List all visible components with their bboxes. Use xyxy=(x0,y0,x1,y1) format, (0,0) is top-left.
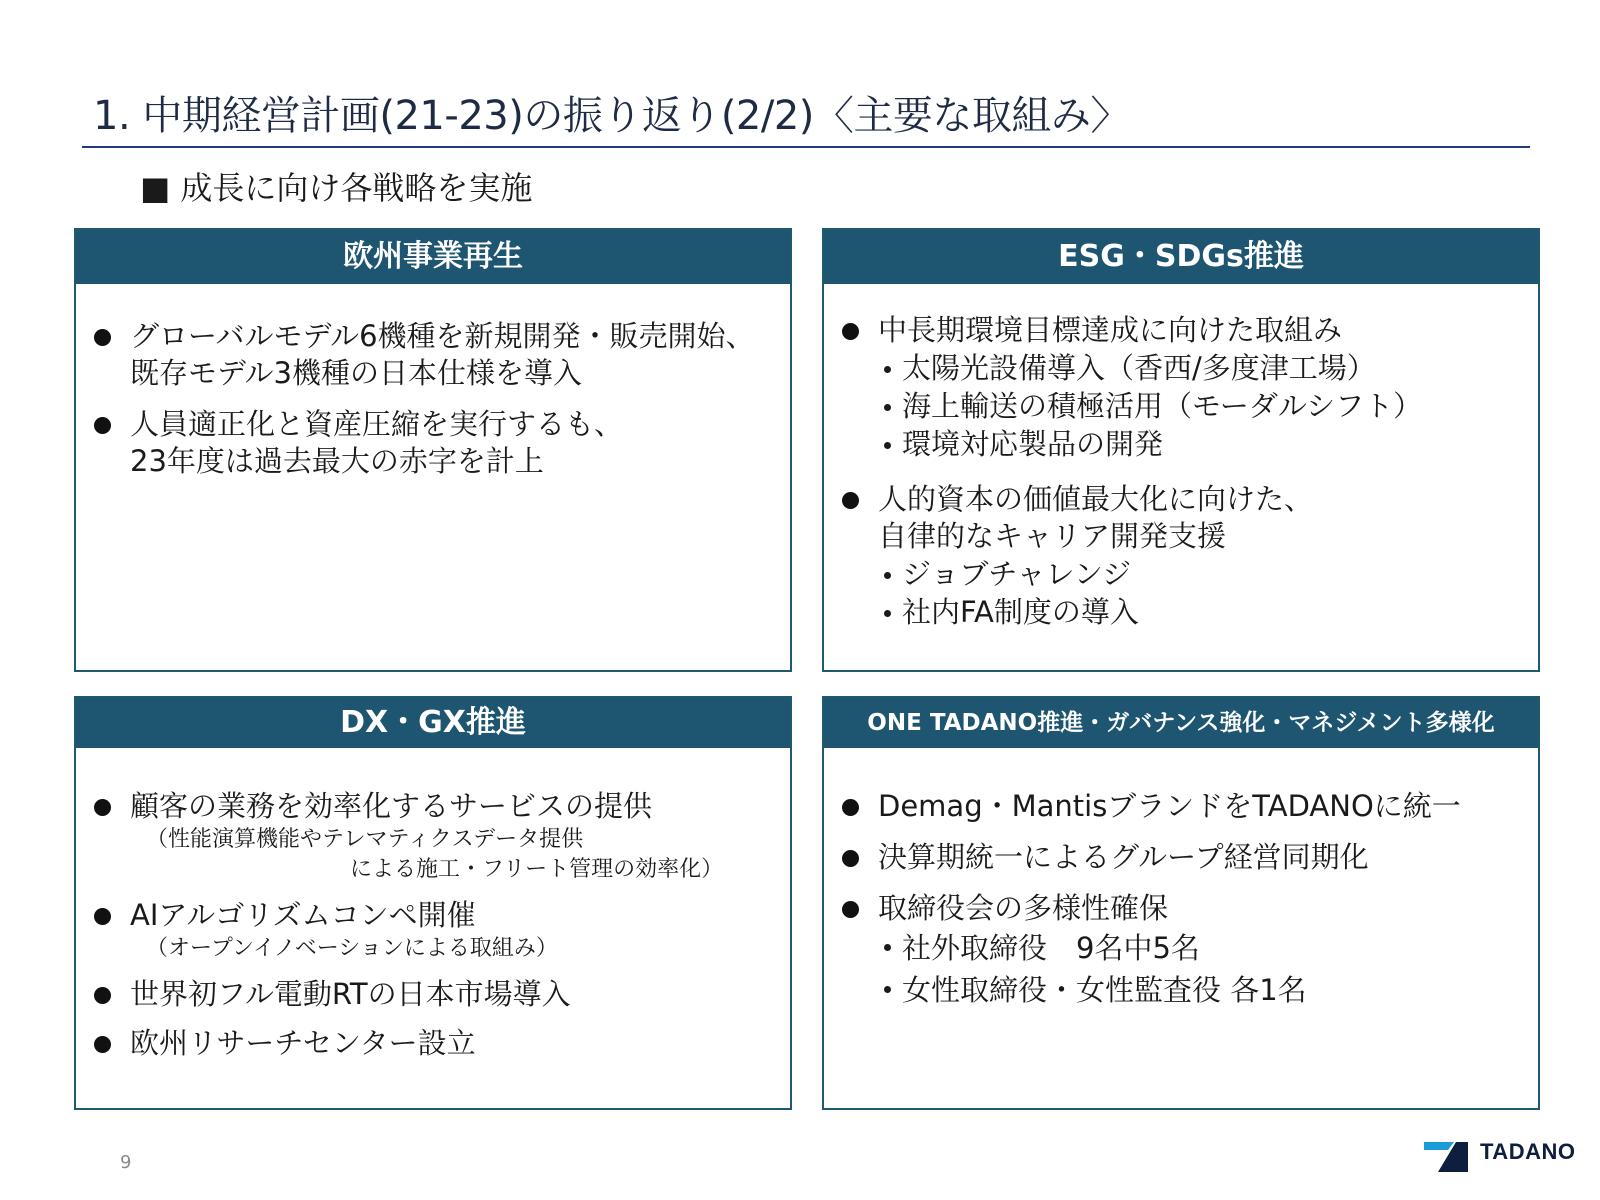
bullet-icon xyxy=(842,323,859,340)
sub-item: 太陽光設備導入（香西/多度津工場） xyxy=(878,349,1538,387)
bullet-text: 顧客の業務を効率化するサービスの提供 xyxy=(130,789,653,823)
bullet-text: 23年度は過去最大の赤字を計上 xyxy=(130,444,544,478)
bullet-text: グローバルモデル6機種を新規開発・販売開始、 xyxy=(130,319,755,353)
bullet-text: 世界初フル電動RTの日本市場導入 xyxy=(130,977,571,1011)
bullet-icon xyxy=(94,417,111,434)
esg-bullet-2 xyxy=(824,481,1538,631)
title-divider xyxy=(82,146,1530,148)
bullet-text: 取締役会の多様性確保 xyxy=(878,891,1169,925)
sub-item: 海上輸送の積極活用（モーダルシフト） xyxy=(878,387,1538,425)
panel-dx-body xyxy=(76,748,790,1062)
bullet-text: 既存モデル3機種の日本仕様を導入 xyxy=(130,356,583,390)
sub-item: 社外取締役 9名中5名 xyxy=(878,927,1538,969)
dx-bullet-1 xyxy=(76,788,790,885)
panel-europe xyxy=(74,228,792,672)
sub-item: 環境対応製品の開発 xyxy=(878,425,1538,463)
governance-bullet-3 xyxy=(824,890,1538,1011)
europe-bullet-1 xyxy=(76,318,790,392)
panel-dx-header: DX・GX推進 xyxy=(76,698,790,748)
tadano-logo xyxy=(1424,1136,1584,1176)
bullet-text: 人的資本の価値最大化に向けた、 xyxy=(878,482,1314,516)
bullet-text: Demag・MantisブランドをTADANOに統一 xyxy=(878,789,1461,823)
bullet-note: （性能演算機能やテレマティクスデータ提供 xyxy=(146,827,584,852)
panel-esg xyxy=(822,228,1540,672)
slide-title: 1. 中期経営計画(21-23)の振り返り(2/2)〈主要な取組み〉 xyxy=(93,93,1130,139)
bullet-icon xyxy=(842,799,859,816)
panel-esg-header: ESG・SDGs推進 xyxy=(824,230,1538,284)
bullet-text: 中長期環境目標達成に向けた取組み xyxy=(878,313,1343,347)
panel-europe-header: 欧州事業再生 xyxy=(76,230,790,284)
bullet-icon xyxy=(94,799,111,816)
sub-item: ジョブチャレンジ xyxy=(878,555,1538,593)
esg-bullet-1 xyxy=(824,312,1538,463)
europe-bullet-2 xyxy=(76,406,790,480)
sub-item: 女性取締役・女性監査役 各1名 xyxy=(878,969,1538,1011)
sub-item: 社内FA制度の導入 xyxy=(878,593,1538,631)
bullet-note: による施工・フリート管理の効率化） xyxy=(350,857,724,882)
bullet-text: 自律的なキャリア開発支援 xyxy=(878,519,1227,553)
bullet-text: 決算期統一によるグループ経営同期化 xyxy=(878,840,1369,874)
panel-governance xyxy=(822,696,1540,1110)
panel-europe-body xyxy=(76,284,790,480)
bullet-icon xyxy=(94,329,111,346)
tadano-logo-text: TADANO xyxy=(1480,1139,1576,1164)
bullet-icon xyxy=(94,1036,111,1053)
dx-bullet-4 xyxy=(76,1025,790,1062)
bullet-icon xyxy=(94,987,111,1004)
panel-dx xyxy=(74,696,792,1110)
panel-governance-header: ONE TADANO推進・ガバナンス強化・マネジメント多様化 xyxy=(824,698,1538,748)
dx-bullet-3 xyxy=(76,976,790,1013)
bullet-text: 人員適正化と資産圧縮を実行するも、 xyxy=(130,407,624,441)
bullet-note: （オープンイノベーションによる取組み） xyxy=(146,936,558,961)
bullet-icon xyxy=(842,492,859,509)
bullet-text: AIアルゴリズムコンペ開催 xyxy=(130,898,476,932)
bullet-icon xyxy=(842,901,859,918)
panel-esg-body xyxy=(824,284,1538,631)
governance-bullet-2 xyxy=(824,839,1538,876)
slide-subtitle: ■ 成長に向け各戦略を実施 xyxy=(140,169,533,207)
dx-bullet-2 xyxy=(76,897,790,964)
tadano-logo-icon xyxy=(1424,1136,1468,1172)
panel-governance-body xyxy=(824,748,1538,1011)
bullet-icon xyxy=(842,850,859,867)
page-number: 9 xyxy=(120,1152,132,1173)
bullet-icon xyxy=(94,908,111,925)
governance-bullet-1 xyxy=(824,788,1538,825)
bullet-text: 欧州リサーチセンター設立 xyxy=(130,1026,476,1060)
